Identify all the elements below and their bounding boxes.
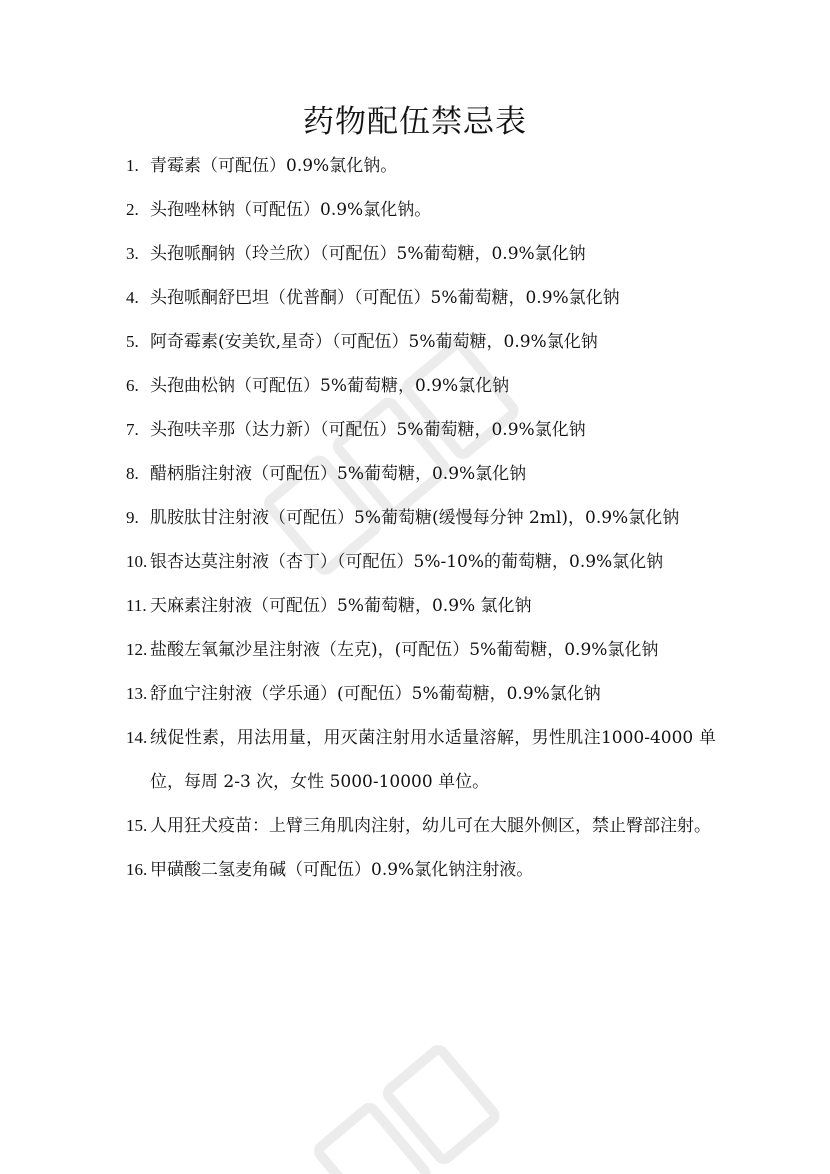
item-text: 盐酸左氧氟沙星注射液（左克)，(可配伍）5%葡萄糖，0.9%氯化钠 <box>150 640 659 660</box>
item-text: 头孢唑林钠（可配伍）0.9%氯化钠。 <box>150 200 432 220</box>
item-text: 舒血宁注射液（学乐通）(可配伍）5%葡萄糖，0.9%氯化钠 <box>150 684 601 704</box>
list-item <box>126 232 716 276</box>
item-text: 阿奇霉素(安美钦,星奇）（可配伍）5%葡萄糖，0.9%氯化钠 <box>150 332 598 352</box>
item-text: 银杏达莫注射液（杏丁）（可配伍）5%-10%的葡萄糖，0.9%氯化钠 <box>150 552 664 572</box>
drug-list <box>126 144 716 892</box>
item-number: 9. <box>126 508 139 527</box>
item-text: 天麻素注射液（可配伍）5%葡萄糖，0.9% 氯化钠 <box>150 596 532 616</box>
item-number: 10. <box>126 552 148 571</box>
item-number: 5. <box>126 332 139 351</box>
item-number: 13. <box>126 684 148 703</box>
list-item <box>126 848 716 892</box>
list-item <box>126 408 716 452</box>
item-text: 青霉素（可配伍）0.9%氯化钠。 <box>150 156 398 176</box>
list-item <box>126 804 716 848</box>
item-number: 11. <box>126 596 147 615</box>
item-number: 15. <box>126 816 148 835</box>
item-text: 醋柄脂注射液（可配伍）5%葡萄糖，0.9%氯化钠 <box>150 464 527 484</box>
list-item <box>126 320 716 364</box>
list-item <box>126 584 716 628</box>
list-item <box>126 496 716 540</box>
item-text: 人用狂犬疫苗：上臂三角肌肉注射，幼儿可在大腿外侧区，禁止臀部注射。 <box>150 816 711 836</box>
item-number: 2. <box>126 200 139 219</box>
item-number: 1. <box>126 156 139 175</box>
item-text: 头孢哌酮舒巴坦（优普酮）（可配伍）5%葡萄糖，0.9%氯化钠 <box>150 288 620 308</box>
list-item <box>126 716 716 804</box>
item-text: 甲磺酸二氢麦角碱（可配伍）0.9%氯化钠注射液。 <box>150 860 534 880</box>
list-item <box>126 452 716 496</box>
item-number: 3. <box>126 244 139 263</box>
list-item <box>126 364 716 408</box>
list-item <box>126 672 716 716</box>
item-number: 14. <box>126 728 148 747</box>
item-number: 4. <box>126 288 139 307</box>
item-number: 6. <box>126 376 139 395</box>
item-number: 12. <box>126 640 148 659</box>
list-item <box>126 540 716 584</box>
item-text: 头孢哌酮钠（玲兰欣）（可配伍）5%葡萄糖，0.9%氯化钠 <box>150 244 586 264</box>
list-item <box>126 628 716 672</box>
item-number: 8. <box>126 464 139 483</box>
page-title: 药物配伍禁忌表 <box>303 104 527 140</box>
item-number: 16. <box>126 860 148 879</box>
item-text: 绒促性素，用法用量，用灭菌注射用水适量溶解，男性肌注1000-4000 单位，每周 2-3 次，女性 5000-10000 单位。 <box>150 728 716 792</box>
list-item <box>126 188 716 232</box>
list-item <box>126 144 716 188</box>
item-text: 肌胺肽甘注射液（可配伍）5%葡萄糖(缓慢每分钟 2ml)，0.9%氯化钠 <box>150 508 680 528</box>
item-text: 头孢曲松钠（可配伍）5%葡萄糖，0.9%氯化钠 <box>150 376 510 396</box>
item-number: 7. <box>126 420 139 439</box>
list-item <box>126 276 716 320</box>
item-text: 头孢呋辛那（达力新）（可配伍）5%葡萄糖，0.9%氯化钠 <box>150 420 586 440</box>
